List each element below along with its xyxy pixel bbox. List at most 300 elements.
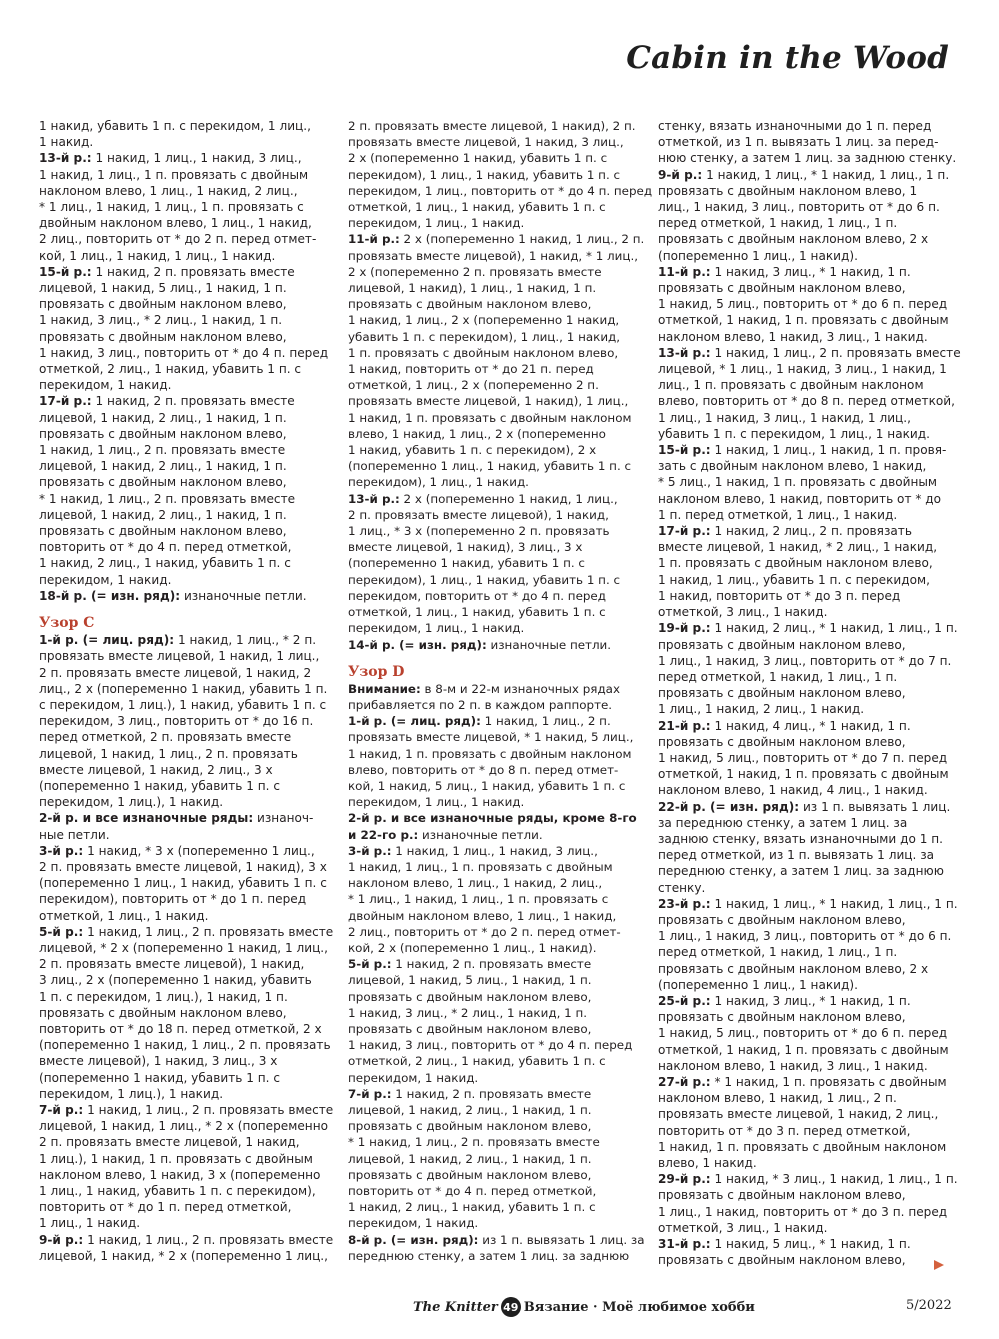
line-text: перекидом, повторить от * до 4 п. перед: [348, 588, 606, 603]
line-text: 1 накид, убавить 1 п. с перекидом), 2 х: [348, 443, 597, 458]
text-line: [348, 280, 644, 296]
line-text: отметкой, из 1 п. вывязать 1 лиц. за перед-: [658, 135, 939, 150]
text-line: [658, 167, 956, 183]
text-line: [39, 746, 329, 762]
text-line: [658, 880, 956, 896]
text-line: [39, 843, 329, 859]
line-text: провязать с двойным наклоном влево,: [39, 1005, 287, 1020]
line-text: провязать с двойным наклоном влево,: [658, 1010, 906, 1025]
text-line: [658, 944, 956, 960]
line-text: 2 х (попеременно 1 накид, 1 лиц., 2 п.: [399, 232, 645, 247]
line-text: за переднюю стенку, а затем 1 лиц. за: [658, 815, 908, 830]
text-line: [348, 827, 644, 843]
line-text: наклоном влево, 1 накид, 4 лиц., 1 накид.: [658, 783, 928, 798]
text-line: [39, 248, 329, 264]
line-text: 2 п. провязать вместе лицевой), 1 накид,: [39, 957, 305, 972]
line-text: 1 накид, 2 п. провязать вместе: [91, 264, 295, 279]
text-line: [658, 150, 956, 166]
line-text: повторить от * до 1 п. перед отметкой,: [39, 1200, 292, 1215]
line-text: вместе лицевой), 1 накид, 3 лиц., 3 х: [39, 1054, 278, 1069]
text-line: [658, 604, 956, 620]
line-text: стенку, вязать изнаночными до 1 п. перед: [658, 119, 932, 133]
line-text: изнаноч-: [253, 811, 314, 826]
line-text: провязать вместе лицевой, 1 накид, 2 лиц.,: [658, 1107, 939, 1122]
line-text: заднюю стенку, вязать изнаночными до 1 п.: [658, 831, 944, 846]
row-label: 15-й р.:: [658, 443, 711, 458]
row-label: 25-й р.:: [658, 993, 711, 1008]
line-text: 1 лиц., 1 накид, 3 лиц., 1 накид, 1 лиц.,: [658, 410, 911, 425]
line-text: провязать с двойным наклоном влево,: [39, 475, 287, 490]
text-line: [348, 248, 644, 264]
text-line: [39, 231, 329, 247]
line-text: провязать вместе лицевой), 1 накид, * 1 лиц.,: [348, 248, 639, 263]
text-line: [658, 264, 956, 280]
text-line: [39, 810, 329, 826]
text-line: [39, 539, 329, 555]
text-line: [658, 442, 956, 458]
line-text: лицевой, 1 накид, 2 лиц., 1 накид, 1 п.: [39, 507, 287, 522]
text-line: [658, 539, 956, 555]
line-text: 2 лиц., повторить от * до 2 п. перед отмет-: [348, 924, 621, 939]
row-label: 13-й р.:: [658, 345, 711, 360]
text-line: [348, 1037, 644, 1053]
row-label: 2-й р. и все изнаночные ряды:: [39, 811, 254, 826]
text-line: [658, 426, 956, 442]
text-line: [658, 1171, 956, 1187]
line-text: лицевой, 1 накид, 2 лиц., 1 накид, 1 п.: [39, 459, 287, 474]
line-text: перекидом, 1 накид.: [39, 572, 172, 587]
line-text: 1 лиц., * 3 х (попеременно 2 п. провязать: [348, 524, 610, 539]
row-label: 18-й р. (= изн. ряд):: [39, 588, 181, 603]
line-text: провязать с двойным наклоном влево, 2 х: [658, 961, 929, 976]
line-text: изнаночные петли.: [418, 827, 543, 842]
text-line: [348, 572, 644, 588]
line-text: с перекидом, 1 лиц.), 1 накид, убавить 1 п. с: [39, 697, 327, 712]
line-text: лиц., 1 накид, 3 лиц., повторить от * до 6 п.: [658, 200, 940, 215]
line-text: провязать вместе лицевой, 1 накид, 1 лиц.,: [39, 649, 320, 664]
text-line: [658, 620, 956, 636]
text-line: [348, 507, 644, 523]
text-line: [658, 815, 956, 831]
line-text: 1 накид, 1 лиц., убавить 1 п. с перекидом,: [658, 572, 930, 587]
text-line: [658, 977, 956, 993]
text-line: [658, 1106, 956, 1122]
line-text: влево, повторить от * до 8 п. перед отметкой,: [658, 394, 955, 409]
line-text: провязать с двойным наклоном влево,: [658, 912, 906, 927]
row-label: 17-й р.:: [658, 524, 711, 539]
line-text: 1 накид, 1 лиц., 1 накид, 3 лиц.,: [391, 843, 598, 858]
row-label: 1-й р. (= лиц. ряд):: [39, 633, 175, 648]
row-label: 7-й р.:: [39, 1102, 84, 1117]
line-text: отметкой, 1 накид, 1 п. провязать с двойным: [658, 313, 949, 328]
text-line: [348, 908, 644, 924]
line-text: ные петли.: [39, 827, 110, 842]
row-label: 11-й р.:: [348, 232, 400, 247]
text-line: [348, 875, 644, 891]
text-line: [39, 280, 329, 296]
section-heading: Узор D: [348, 663, 405, 680]
line-text: из 1 п. вывязать 1 лиц. за: [478, 1232, 645, 1247]
text-line: [39, 167, 329, 183]
line-text: перекидом), 1 лиц., 1 накид, убавить 1 п. с: [348, 167, 621, 182]
line-text: провязать с двойным наклоном влево,: [658, 734, 906, 749]
text-line: [348, 1215, 644, 1231]
line-text: отметкой, 1 накид, 1 п. провязать с двойным: [658, 767, 949, 782]
line-text: перекидом, 1 лиц.), 1 накид.: [39, 1086, 224, 1101]
text-line: [658, 588, 956, 604]
text-line: [348, 183, 653, 199]
line-text: (попеременно 1 накид, убавить 1 п. с: [39, 1070, 280, 1085]
line-text: отметкой, 1 лиц., 1 накид.: [39, 908, 209, 923]
line-text: 1 накид, 5 лиц., повторить от * до 7 п. перед: [658, 750, 948, 765]
text-line: [39, 215, 329, 231]
text-line: [39, 1005, 329, 1021]
text-line: [658, 1220, 956, 1236]
line-text: * 1 лиц., 1 накид, 1 лиц., 1 п. провязать с: [39, 200, 304, 215]
line-text: убавить 1 п. с перекидом, 1 лиц., 1 накид.: [658, 426, 930, 441]
line-text: 2 п. провязать вместе лицевой), 1 накид,: [348, 507, 609, 522]
text-line: [348, 231, 644, 247]
text-line: [348, 637, 644, 653]
line-text: провязать с двойным наклоном влево,: [39, 297, 287, 312]
text-line: [39, 264, 329, 280]
text-line: [658, 734, 956, 750]
text-line: [658, 248, 956, 264]
line-text: перекидом, 1 накид.: [39, 378, 172, 393]
text-line: [348, 859, 644, 875]
text-column-2: [348, 118, 653, 1264]
line-text: 1 накид, 1 лиц., 1 накид, 1 п. провя-: [710, 443, 947, 458]
line-text: отметкой, 1 лиц., 1 накид, убавить 1 п. с: [348, 605, 606, 620]
footer: [413, 1297, 755, 1317]
line-text: провязать с двойным наклоном влево,: [348, 1167, 592, 1182]
text-line: [348, 264, 644, 280]
line-text: 1 п. перед отметкой, 1 лиц., 1 накид.: [658, 507, 898, 522]
text-line: [39, 296, 329, 312]
line-text: 1 накид, 2 п. провязать вместе: [91, 394, 295, 409]
line-text: 1 накид, 2 лиц., * 1 накид, 1 лиц., 1 п.: [710, 621, 958, 636]
line-text: (попеременно 1 накид, убавить 1 п. с: [39, 778, 280, 793]
line-text: отметкой, 1 лиц., 1 накид, убавить 1 п. с: [348, 200, 606, 215]
row-label: 19-й р.:: [658, 621, 711, 636]
text-line: [658, 555, 956, 571]
text-line: [658, 1090, 956, 1106]
text-line: [39, 681, 329, 697]
line-text: повторить от * до 4 п. перед отметкой,: [348, 1184, 597, 1198]
line-text: 1 накид, 1 лиц., 2 п.: [480, 714, 611, 729]
line-text: наклоном влево, 1 лиц., 1 накид, 2 лиц.,: [39, 183, 298, 198]
line-text: двойным наклоном влево, 1 лиц., 1 накид,: [348, 908, 617, 923]
text-line: [348, 345, 644, 361]
text-line: [39, 329, 329, 345]
text-line: [658, 345, 961, 361]
row-label: 3-й р.:: [39, 843, 84, 858]
row-label: 27-й р.:: [658, 1074, 711, 1089]
line-text: (попеременно 1 накид, 1 лиц., 2 п. провязать: [39, 1038, 331, 1053]
line-text: повторить от * до 3 п. перед отметкой,: [658, 1123, 911, 1138]
line-text: кой, 1 лиц., 1 накид, 1 лиц., 1 накид.: [39, 248, 276, 263]
row-label: и 22-го р.:: [348, 827, 419, 842]
text-line: [348, 329, 644, 345]
line-text: 1 накид, повторить от * до 3 п. перед: [658, 588, 901, 603]
text-line: [348, 794, 644, 810]
text-line: [658, 896, 956, 912]
row-label: 7-й р.:: [348, 1086, 392, 1101]
line-text: 1 накид, 1 лиц., * 1 накид, 1 лиц., 1 п.: [702, 167, 950, 182]
text-line: [348, 604, 644, 620]
text-line: [39, 1232, 334, 1248]
line-text: наклоном влево, 1 накид, повторить от * до: [658, 491, 941, 506]
line-text: 1 лиц.), 1 накид, 1 п. провязать с двойным: [39, 1151, 313, 1166]
row-label: 15-й р.:: [39, 264, 92, 279]
line-text: 1 накид, 1 лиц., 2 п. провязать вместе: [83, 924, 334, 939]
line-text: отметкой, 1 накид, 1 п. провязать с двойным: [658, 1042, 949, 1057]
text-line: [658, 296, 956, 312]
line-text: 1 накид, 2 п. провязать вместе: [391, 957, 592, 972]
line-text: провязать с двойным наклоном влево,: [658, 637, 906, 652]
line-text: двойным наклоном влево, 1 лиц., 1 накид,: [39, 216, 312, 231]
text-line: [658, 766, 956, 782]
text-line: [39, 523, 329, 539]
line-text: * 1 накид, 1 лиц., 2 п. провязать вместе: [39, 491, 296, 506]
line-text: лицевой, 1 накид, 1 лиц., 2 п. провязать: [39, 746, 298, 761]
text-line: [348, 1053, 644, 1069]
line-text: 1 накид, 4 лиц., * 1 накид, 1 п.: [710, 718, 911, 733]
line-text: * 1 лиц., 1 накид, 1 лиц., 1 п. провязать с: [348, 892, 609, 907]
line-text: * 1 накид, 1 п. провязать с двойным: [710, 1074, 947, 1089]
line-text: 2 х (попеременно 1 накид, убавить 1 п. с: [348, 151, 608, 166]
issue-number: 5/2022: [906, 1298, 952, 1313]
text-line: [39, 426, 329, 442]
text-line: [658, 847, 956, 863]
line-text: провязать с двойным наклоном влево, 1: [658, 183, 918, 198]
line-text: стенку.: [658, 880, 706, 895]
text-line: [39, 377, 329, 393]
line-text: лицевой, * 1 лиц., 1 накид, 3 лиц., 1 накид, 1: [658, 362, 947, 377]
text-line: [658, 572, 956, 588]
line-text: 1 накид, 1 лиц., 1 накид, 3 лиц.,: [91, 151, 302, 166]
line-text: 1 накид, 2 п. провязать вместе: [391, 1086, 592, 1101]
text-line: [348, 1134, 644, 1150]
line-text: 1 п. провязать с двойным наклоном влево,: [658, 556, 933, 571]
text-line: [348, 810, 644, 826]
text-line: [348, 361, 644, 377]
line-text: наклоном влево, 1 накид, 3 лиц., 1 накид.: [658, 1058, 928, 1073]
line-text: провязать с двойным наклоном влево, 2 х: [658, 232, 929, 247]
footer-brand: The Knitter: [413, 1299, 498, 1315]
line-text: наклоном влево, 1 накид, 3 лиц., 1 накид.: [658, 329, 928, 344]
text-line: [39, 762, 329, 778]
text-line: [658, 637, 956, 653]
text-line: [39, 458, 329, 474]
row-label: 14-й р. (= изн. ряд):: [348, 637, 487, 652]
text-line: [348, 891, 644, 907]
line-text: 2 п. провязать вместе лицевой, 1 накид), 3 х: [39, 859, 327, 874]
text-line: [39, 150, 329, 166]
line-text: (попеременно 1 лиц., 1 накид).: [658, 977, 858, 992]
text-line: [39, 134, 329, 150]
line-text: повторить от * до 4 п. перед отметкой,: [39, 540, 292, 555]
line-text: 1 п. с перекидом, 1 лиц.), 1 накид, 1 п.: [39, 989, 288, 1004]
line-text: 1 накид, 3 лиц., * 1 накид, 1 п.: [710, 993, 911, 1008]
line-text: лиц., 2 х (попеременно 1 накид, убавить 1 п.: [39, 681, 328, 696]
text-line: [658, 1042, 956, 1058]
text-line: [658, 1155, 956, 1171]
line-text: * 5 лиц., 1 накид, 1 п. провязать с двойным: [658, 475, 938, 490]
row-label: 9-й р.:: [658, 167, 703, 182]
text-line: [348, 134, 644, 150]
text-line: [39, 713, 329, 729]
line-text: отметкой, 1 лиц., 2 х (попеременно 2 п.: [348, 378, 599, 393]
line-text: перекидом), повторить от * до 1 п. перед: [39, 892, 307, 907]
text-line: [348, 491, 644, 507]
line-text: провязать с двойным наклоном влево,: [39, 329, 287, 344]
line-text: провязать с двойным наклоном влево,: [658, 1253, 906, 1268]
line-text: 2 п. провязать вместе лицевой, 1 накид), 2 п.: [348, 119, 636, 133]
line-text: провязать с двойным наклоном влево,: [348, 1119, 592, 1134]
text-line: [39, 199, 329, 215]
line-text: провязать с двойным наклоном влево,: [348, 297, 592, 312]
text-line: [658, 653, 956, 669]
text-line: [658, 1009, 956, 1025]
line-text: 1 накид, 5 лиц., * 1 накид, 1 п.: [710, 1237, 911, 1252]
line-text: 1 накид, 3 лиц., повторить от * до 4 п. перед: [39, 345, 329, 360]
row-label: 2-й р. и все изнаночные ряды, кроме 8-го: [348, 811, 637, 826]
line-text: (попеременно 1 лиц., 1 накид).: [658, 248, 858, 263]
row-label: 22-й р. (= изн. ряд):: [658, 799, 800, 814]
text-line: [39, 1151, 329, 1167]
text-line: [658, 118, 956, 134]
line-text: вместе лицевой, 1 накид, 2 лиц., 3 х: [39, 762, 273, 777]
line-text: 1 накид, 1 лиц., * 1 накид, 1 лиц., 1 п.: [710, 896, 958, 911]
line-text: вместе лицевой, 1 накид, * 2 лиц., 1 накид,: [658, 540, 938, 555]
line-text: наклоном влево, 1 лиц., 1 накид, 2 лиц.,: [348, 876, 603, 891]
line-text: перед отметкой, 1 накид, 1 лиц., 1 п.: [658, 216, 898, 231]
text-line: [348, 555, 644, 571]
text-line: [39, 572, 329, 588]
line-text: провязать с двойным наклоном влево,: [658, 281, 906, 296]
text-line: [348, 296, 644, 312]
text-line: [658, 231, 956, 247]
row-label: 5-й р.:: [348, 957, 392, 972]
text-line: [658, 1236, 956, 1252]
footer-tagline: Вязание · Моё любимое хобби: [523, 1299, 755, 1315]
line-text: перед отметкой, 2 п. провязать вместе: [39, 730, 292, 745]
line-text: 1 накид, 1 лиц., 2 п. провязать вместе: [83, 1102, 334, 1117]
text-line: [658, 1123, 956, 1139]
line-text: 1 накид, * 3 лиц., 1 накид, 1 лиц., 1 п.: [710, 1172, 958, 1187]
text-column-3: [658, 118, 961, 1268]
text-line: [658, 685, 956, 701]
line-text: провязать с двойным наклоном влево,: [658, 1188, 906, 1203]
text-line: [39, 1021, 329, 1037]
text-line: [39, 345, 329, 361]
line-text: (попеременно 1 лиц., 1 накид, убавить 1 п. с: [39, 876, 327, 891]
line-text: вместе лицевой, 1 накид), 3 лиц., 3 х: [348, 540, 583, 555]
text-line: [348, 118, 644, 134]
line-text: 3 лиц., 2 х (попеременно 1 накид, убавить: [39, 973, 312, 988]
line-text: (попеременно 1 лиц., 1 накид, убавить 1 п. с: [348, 459, 632, 474]
text-line: [658, 1204, 956, 1220]
text-line: [39, 924, 334, 940]
text-line: [348, 1102, 644, 1118]
line-text: 1 накид, 3 лиц., повторить от * до 4 п. перед: [348, 1038, 633, 1053]
line-text: 2 п. провязать вместе лицевой, 1 накид,: [39, 1135, 300, 1150]
line-text: перекидом, 1 накид.: [348, 1216, 479, 1231]
line-text: 1 накид, 2 лиц., 2 п. провязать: [710, 524, 912, 539]
text-line: [658, 312, 956, 328]
text-line: [39, 1134, 329, 1150]
row-label: 31-й р.:: [658, 1237, 711, 1252]
line-text: провязать вместе лицевой, * 1 накид, 5 лиц.,: [348, 730, 634, 745]
line-text: 1 накид, 1 лиц., 2 п. провязать вместе: [710, 345, 961, 360]
text-line: [658, 669, 956, 685]
text-line: [658, 377, 956, 393]
text-column-1: [39, 118, 334, 1264]
line-text: 2 лиц., повторить от * до 2 п. перед отмет-: [39, 232, 317, 247]
text-line: [39, 794, 329, 810]
line-text: 1 накид, 3 лиц., * 2 лиц., 1 накид, 1 п.: [348, 1005, 588, 1020]
line-text: 1 лиц., 1 накид.: [39, 1216, 141, 1231]
text-line: [39, 648, 329, 664]
text-line: [348, 843, 644, 859]
text-line: [39, 442, 329, 458]
text-line: [39, 474, 329, 490]
line-text: лицевой, 1 накид, 1 лиц., * 2 х (попеременно: [39, 1119, 328, 1134]
text-line: [658, 280, 956, 296]
text-line: [39, 1070, 329, 1086]
text-line: [39, 1215, 329, 1231]
line-text: провязать вместе лицевой, 1 накид, 3 лиц.,: [348, 135, 624, 150]
line-text: прибавляется по 2 п. в каждом раппорте.: [348, 697, 613, 712]
row-label: 1-й р. (= лиц. ряд):: [348, 714, 481, 729]
text-line: [658, 410, 956, 426]
text-line: [658, 1074, 956, 1090]
text-line: [39, 989, 329, 1005]
text-line: [39, 312, 329, 328]
text-line: [39, 588, 329, 604]
section-heading: Узор С: [39, 615, 95, 632]
text-line: [348, 956, 644, 972]
line-text: из 1 п. вывязать 1 лиц.: [799, 799, 951, 814]
text-line: [39, 697, 329, 713]
line-text: провязать с двойным наклоном влево,: [348, 1021, 592, 1036]
line-text: 1 накид, 3 лиц., * 2 лиц., 1 накид, 1 п.: [39, 313, 283, 328]
line-text: нюю стенку, а затем 1 лиц. за заднюю стенку.: [658, 151, 957, 166]
text-line: [39, 1086, 329, 1102]
line-text: перед отметкой, из 1 п. вывязать 1 лиц. за: [658, 848, 935, 863]
row-label: 23-й р.:: [658, 896, 711, 911]
line-text: лицевой, 1 накид, 5 лиц., 1 накид, 1 п.: [39, 281, 287, 296]
line-text: кой, 1 накид, 5 лиц., 1 накид, убавить 1 п. с: [348, 778, 626, 793]
text-line: [39, 729, 329, 745]
line-text: отметкой, 3 лиц., 1 накид.: [658, 605, 828, 620]
text-line: [39, 410, 329, 426]
line-text: 1 накид, 1 лиц., 1 п. провязать с двойным: [348, 859, 613, 874]
line-text: изнаночные петли.: [486, 637, 612, 652]
text-line: [658, 1187, 956, 1203]
line-text: лицевой, 1 накид, 2 лиц., 1 накид, 1 п.: [39, 410, 287, 425]
text-line: [348, 924, 644, 940]
row-label: 5-й р.:: [39, 924, 84, 939]
row-label: 17-й р.:: [39, 394, 92, 409]
text-line: [658, 329, 956, 345]
line-text: в 8-м и 22-м изнаночных рядах: [420, 681, 620, 696]
line-text: 2 х (попеременно 2 п. провязать вместе: [348, 264, 602, 279]
text-line: [39, 859, 329, 875]
text-line: [658, 831, 956, 847]
line-text: 1 накид, 1 п. провязать с двойным наклоном: [348, 746, 632, 761]
